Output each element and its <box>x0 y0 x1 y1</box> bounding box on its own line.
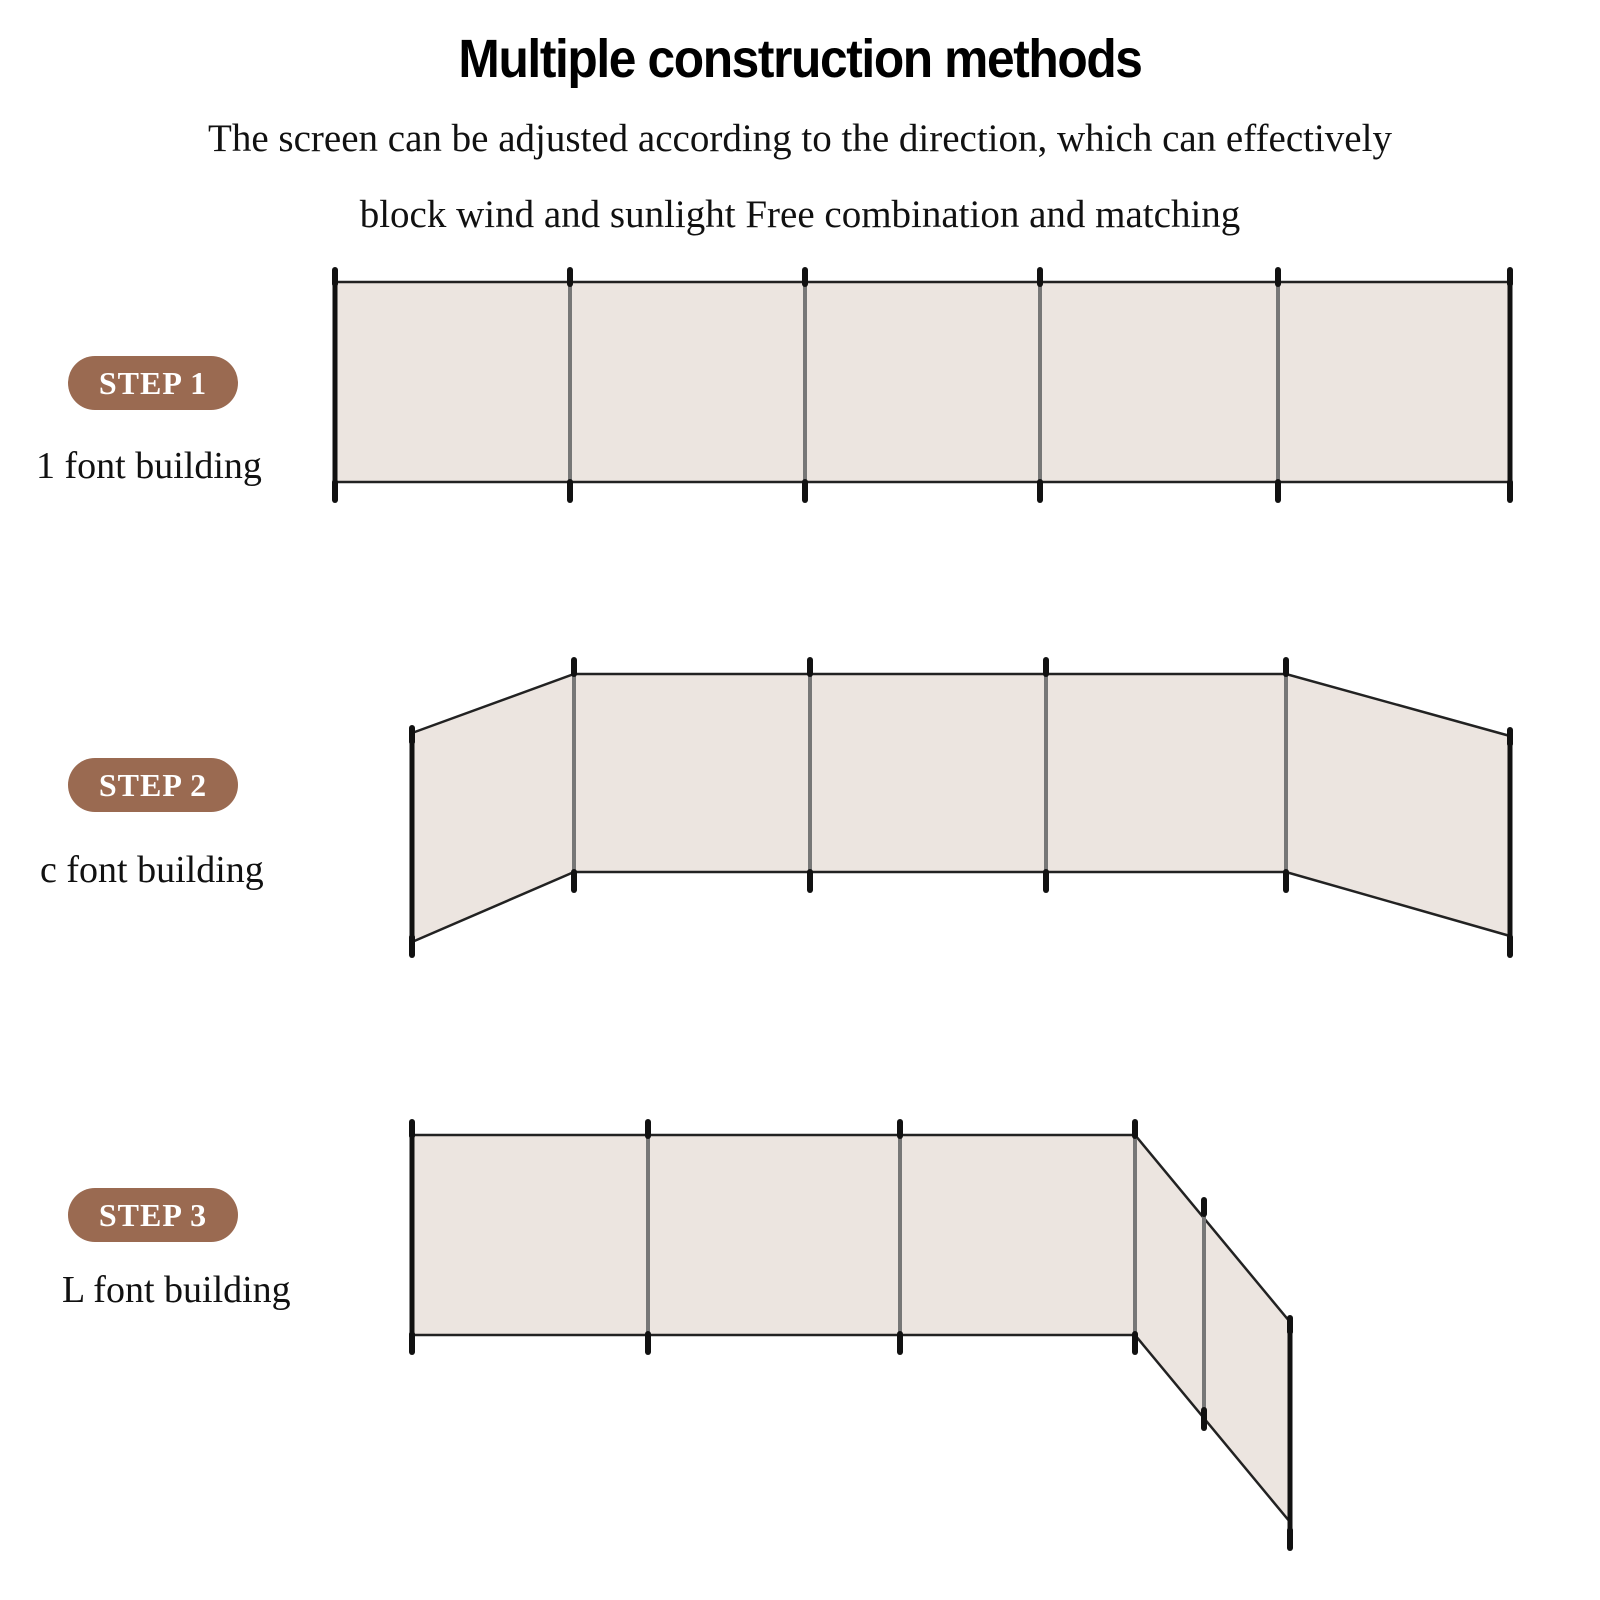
step-2-caption: c font building <box>40 849 264 891</box>
page-title: Multiple construction methods <box>458 29 1142 89</box>
step-3-caption: L font building <box>62 1269 291 1311</box>
panel-edge <box>412 1335 1290 1522</box>
screen-panel-long <box>412 1135 1135 1335</box>
subtitle-line-1: The screen can be adjusted according to the direction, which can effectively <box>208 117 1392 160</box>
step-3-badge: STEP 3 <box>68 1188 238 1242</box>
step-1-caption: 1 font building <box>36 445 262 487</box>
step-1-badge: STEP 1 <box>68 356 238 410</box>
step-2-badge: STEP 2 <box>68 758 238 812</box>
screen-panel-center <box>574 674 1286 872</box>
screen-panel-right <box>1286 674 1510 936</box>
subtitle-line-2: block wind and sunlight Free combination and matching <box>359 193 1241 236</box>
screen-panel-left <box>412 674 574 942</box>
c-shape-screen-diagram <box>412 660 1510 955</box>
l-shape-screen-diagram <box>412 1122 1290 1548</box>
screen-panel <box>335 282 1510 482</box>
screen-panel-angled <box>1135 1135 1290 1522</box>
straight-screen-diagram <box>335 270 1510 500</box>
